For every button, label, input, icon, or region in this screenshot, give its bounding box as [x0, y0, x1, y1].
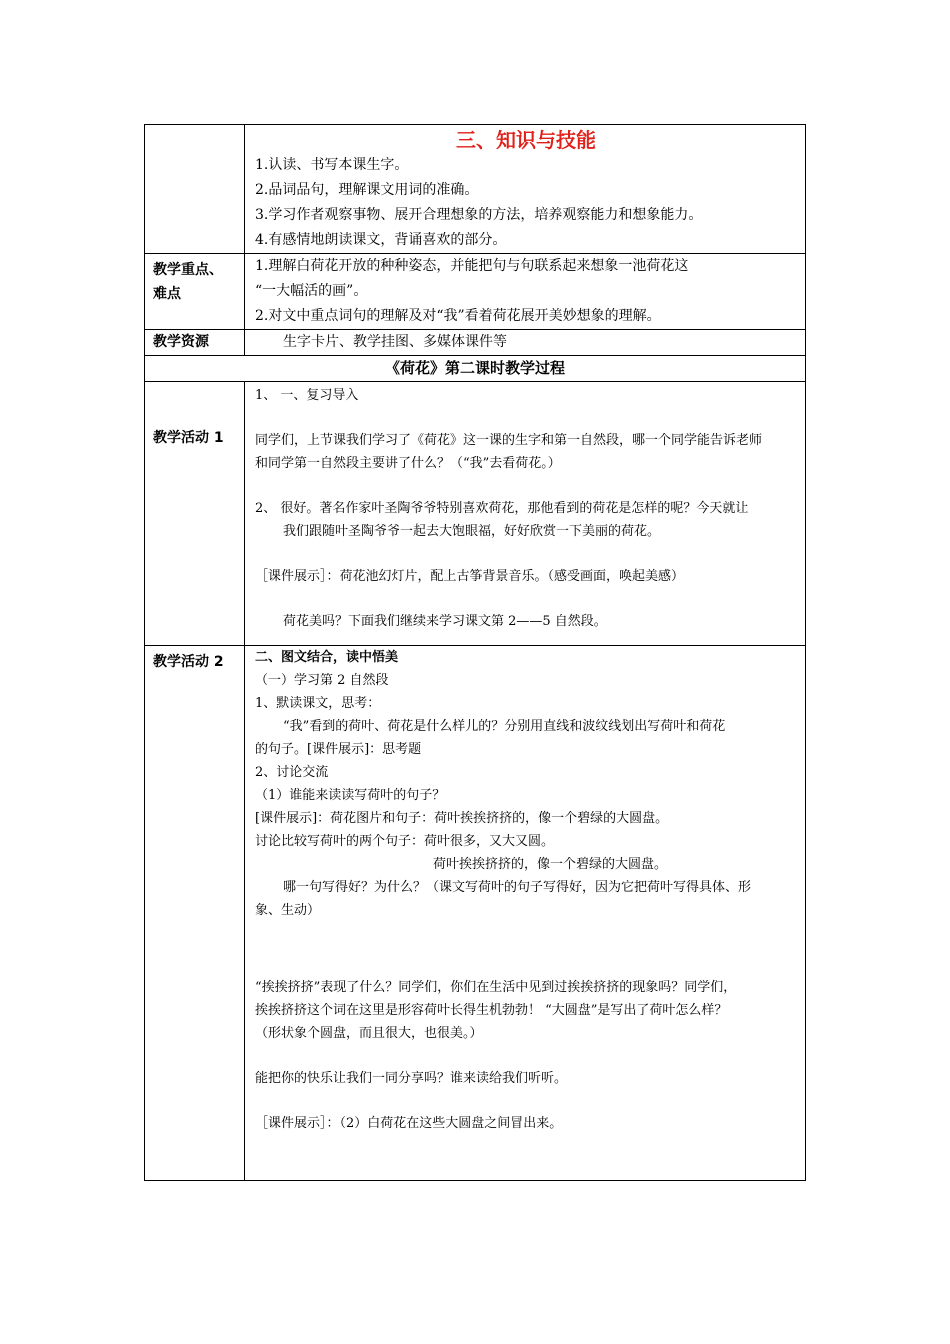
activity-2-label: 教学活动 2	[145, 646, 245, 1181]
lesson-plan-table	[144, 124, 806, 1181]
activity-2-line: ［课件展示］：（2）白荷花在这些大圆盘之间冒出来。	[255, 1116, 563, 1131]
activity-1-label: 教学活动 1	[145, 382, 245, 646]
activity-2-line: （1）谁能来读读写荷叶的句子？	[255, 788, 446, 803]
resources-cell	[245, 330, 806, 356]
activity-2-line: 荷叶挨挨挤挤的，像一个碧绿的大圆盘。	[433, 857, 668, 872]
activity-2-line: 1、默读课文，思考：	[255, 696, 381, 711]
activity-1-line: 2、 很好。著名作家叶圣陶爷爷特别喜欢荷花，那他看到的荷花是怎样的呢？今天就让	[255, 501, 749, 516]
activity-2-line: 哪一句写得好？为什么？（课文写荷叶的句子写得好，因为它把荷叶写得具体、形	[283, 880, 752, 895]
empty-label-cell	[145, 125, 245, 254]
goal-item: 4.有感情地朗读课文，背诵喜欢的部分。	[255, 232, 507, 248]
key-point-item: “一大幅活的画”。	[255, 283, 368, 299]
row-knowledge-skills	[145, 125, 806, 254]
activity-2-line: 挨挨挤挤这个词在这里是形容荷叶长得生机勃勃！ “大圆盘”是写出了荷叶怎么样？	[255, 1003, 728, 1018]
activity-2-line: 2、讨论交流	[255, 765, 329, 780]
activity-1-cell	[245, 382, 806, 646]
resources-text: 生字卡片、教学挂图、多媒体课件等	[283, 334, 507, 350]
knowledge-skills-cell	[245, 125, 806, 254]
lesson-plan-page	[144, 124, 805, 1181]
row-process-title	[145, 356, 806, 382]
row-key-points	[145, 254, 806, 330]
key-point-item: 1.理解白荷花开放的种种姿态，并能把句与句联系起来想象一池荷花这	[255, 258, 689, 274]
activity-2-line: “我”看到的荷叶、荷花是什么样儿的？分别用直线和波纹线划出写荷叶和荷花	[283, 719, 726, 734]
row-activity-1	[145, 382, 806, 646]
activity-1-line: 和同学第一自然段主要讲了什么？（“我”去看荷花。）	[255, 456, 561, 471]
activity-2-line: “挨挨挤挤”表现了什么？同学们，你们在生活中见到过挨挨挤挤的现象吗？同学们，	[255, 980, 737, 995]
goal-item: 2.品词品句，理解课文用词的准确。	[255, 182, 479, 198]
goal-item: 3.学习作者观察事物、展开合理想象的方法，培养观察能力和想象能力。	[255, 207, 703, 223]
activity-2-line: 的句子。[课件展示]：思考题	[255, 742, 422, 757]
key-points-label: 教学重点、 难点	[145, 254, 245, 330]
resources-label: 教学资源	[145, 330, 245, 356]
section-title: 三、知识与技能	[456, 128, 596, 152]
activity-2-line: 讨论比较写荷叶的两个句子：荷叶很多，又大又圆。	[255, 834, 555, 849]
activity-2-line: （一）学习第 2 自然段	[255, 673, 389, 688]
goal-item: 1.认读、书写本课生字。	[255, 157, 409, 173]
process-title: 《荷花》第二课时教学过程	[145, 356, 806, 382]
activity-2-line: 象、生动）	[255, 903, 321, 918]
key-points-cell	[245, 254, 806, 330]
activity-1-line: 1、 一、复习导入	[255, 388, 359, 403]
activity-1-line: 荷花美吗？下面我们继续来学习课文第 2——5 自然段。	[283, 614, 607, 629]
key-point-item: 2.对文中重点词句的理解及对“我”看着荷花展开美妙想象的理解。	[255, 308, 661, 324]
activity-1-line: ［课件展示］：荷花池幻灯片，配上古筝背景音乐。（感受画面，唤起美感）	[255, 569, 685, 584]
activity-2-heading: 二、图文结合，读中悟美	[255, 650, 399, 665]
row-resources	[145, 330, 806, 356]
activity-2-line: [课件展示]：荷花图片和句子：荷叶挨挨挤挤的，像一个碧绿的大圆盘。	[255, 811, 669, 826]
row-activity-2	[145, 646, 806, 1181]
activity-2-line: 能把你的快乐让我们一同分享吗？谁来读给我们听听。	[255, 1071, 568, 1086]
activity-1-line: 我们跟随叶圣陶爷爷一起去大饱眼福，好好欣赏一下美丽的荷花。	[283, 524, 661, 539]
activity-2-line: （形状象个圆盘，而且很大，也很美。）	[255, 1026, 483, 1041]
activity-2-cell	[245, 646, 806, 1181]
activity-1-line: 同学们，上节课我们学习了《荷花》这一课的生字和第一自然段，哪一个同学能告诉老师	[255, 433, 763, 448]
